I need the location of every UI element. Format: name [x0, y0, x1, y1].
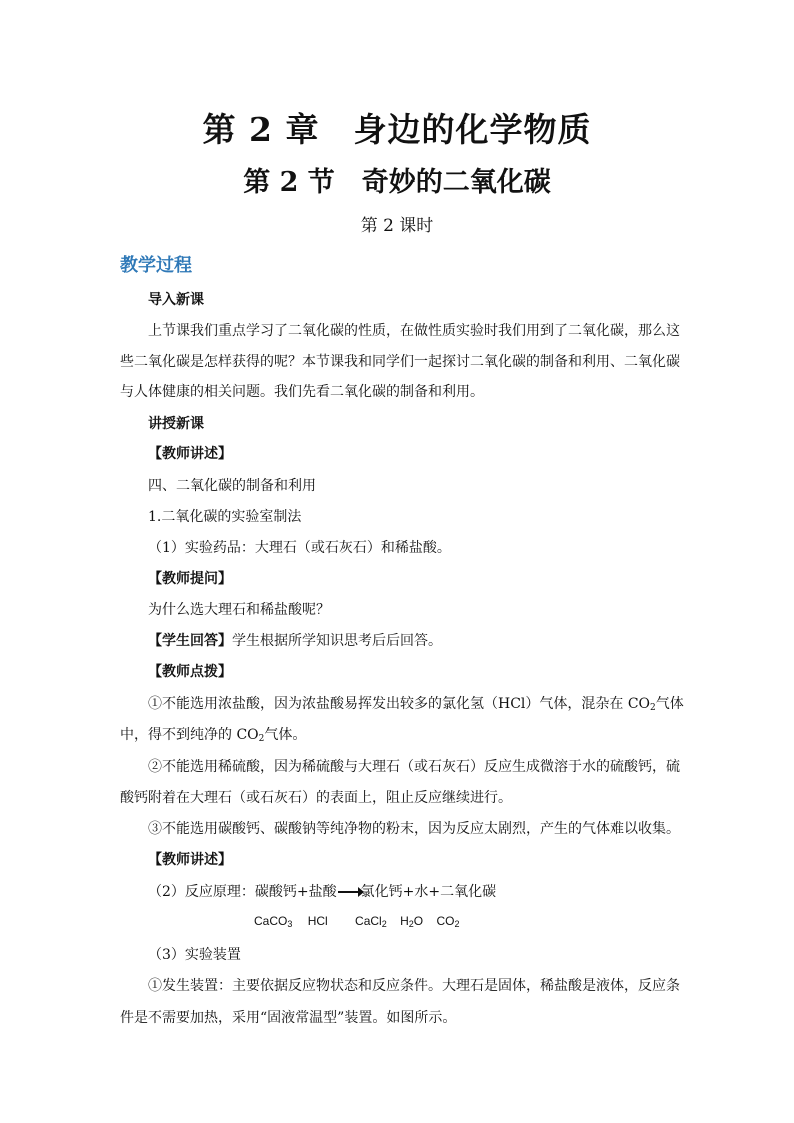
formula-h2o: H2O: [400, 914, 424, 929]
process-heading: 教学过程: [120, 255, 192, 276]
student-answer-tag: 【学生回答】: [148, 633, 232, 649]
new-lesson-heading: 讲授新课: [148, 416, 204, 432]
lab-method: 1.二氧化碳的实验室制法: [148, 509, 302, 525]
reagents-line: （1）实验药品：大理石（或石灰石）和稀盐酸。: [148, 540, 451, 556]
teacher-lecture-tag-1: 【教师讲述】: [148, 446, 232, 462]
teacher-question-tag: 【教师提问】: [148, 571, 232, 587]
reaction-arrow-icon: [338, 891, 360, 893]
reaction-principle: （2）反应原理：碳酸钙+盐酸 氯化钙+水+二氧化碳: [148, 884, 497, 900]
teacher-lecture-tag-2: 【教师讲述】: [148, 852, 232, 868]
formula-cacl2: CaCl2: [355, 914, 387, 929]
student-answer-text: 学生根据所学知识思考后后回答。: [232, 633, 442, 649]
generator-line-1: ①发生装置：主要依据反应物状态和反应条件。大理石是固体，稀盐酸是液体，反应条: [148, 978, 680, 994]
lesson-label: 第 2 课时: [360, 216, 434, 236]
chemical-formulas: [254, 914, 459, 929]
student-answer-line: [148, 631, 442, 651]
point-3-line: ③不能选用碳酸钙、碳酸钠等纯净物的粉末，因为反应太剧烈，产生的气体难以收集。: [148, 821, 680, 837]
intro-line-3: 与人体健康的相关问题。我们先看二氧化碳的制备和利用。: [120, 384, 484, 400]
section-four: 四、二氧化碳的制备和利用: [148, 478, 316, 494]
teacher-guide-tag: 【教师点拨】: [148, 664, 232, 680]
apparatus-line: （3）实验装置: [148, 947, 241, 963]
intro-line-2: 些二氧化碳是怎样获得的呢？本节课我和同学们一起探讨二氧化碳的制备和利用、二氧化碳: [120, 354, 680, 370]
point-1-line-2: 中，得不到纯净的 $CO_2$气体。: [120, 727, 307, 744]
section-title: 第 2 节 奇妙的二氧化碳: [243, 167, 551, 198]
formula-caco3: CaCO3: [254, 914, 293, 929]
intro-heading: 导入新课: [148, 292, 204, 308]
formula-hcl: HCl: [307, 914, 328, 928]
intro-line-1: 上节课我们重点学习了二氧化碳的性质，在做性质实验时我们用到了二氧化碳，那么这: [148, 323, 680, 339]
point-1-line-1: ①不能选用浓盐酸，因为浓盐酸易挥发出较多的氯化氢（HCl）气体，混杂在 $CO_2$气体: [148, 696, 684, 713]
generator-line-2: 件是不需要加热，采用“固液常温型”装置。如图所示。: [120, 1010, 457, 1026]
teacher-question: 为什么选大理石和稀盐酸呢？: [148, 602, 330, 618]
formula-co2: CO2: [436, 914, 460, 929]
chapter-title: 第 2 章 身边的化学物质: [202, 110, 592, 149]
point-2-line-1: ②不能选用稀硫酸，因为稀硫酸与大理石（或石灰石）反应生成微溶于水的硫酸钙，硫: [148, 759, 680, 775]
point-2-line-2: 酸钙附着在大理石（或石灰石）的表面上，阻止反应继续进行。: [120, 790, 512, 806]
